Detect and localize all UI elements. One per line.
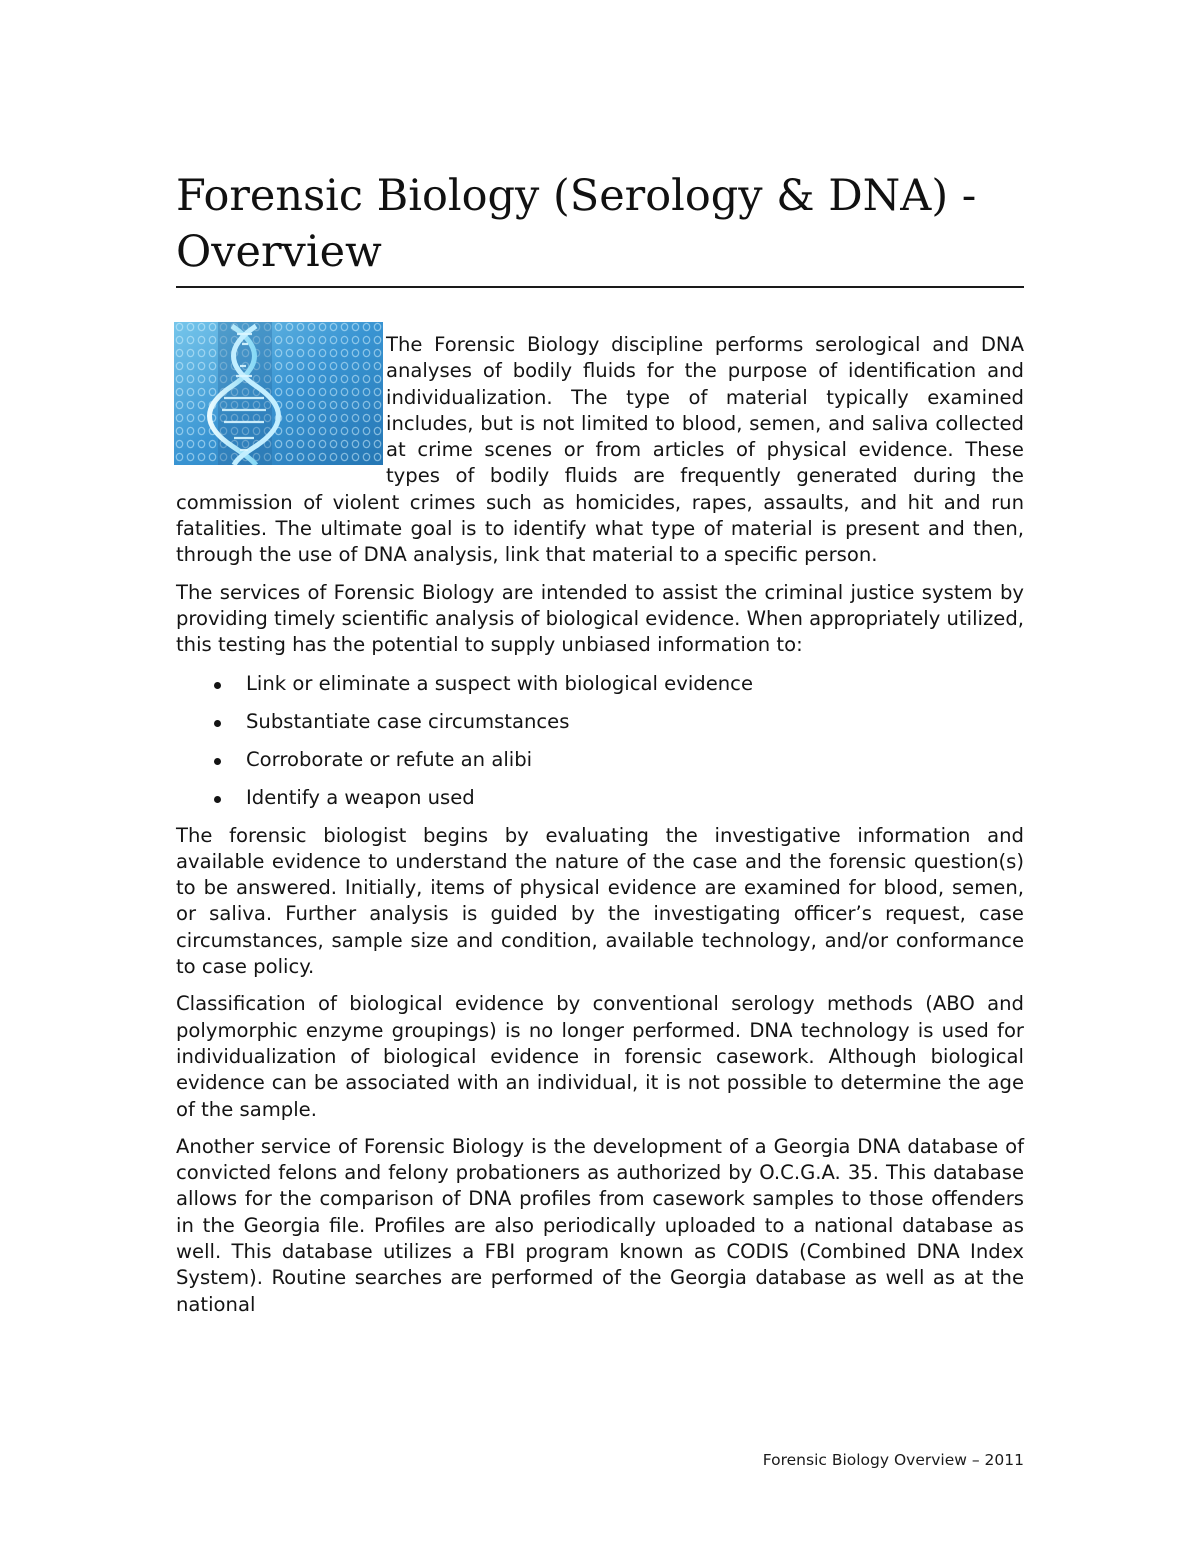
dna-helix-image <box>174 322 383 465</box>
services-paragraph: The services of Forensic Biology are intended to assist the criminal justice system by providing timely scientific analysis of biological evidence. When appropriately utilized, this testing has the potential to supply unbiased information to: <box>176 580 1024 657</box>
document-page <box>176 168 1024 1318</box>
list-item-text: Identify a weapon used <box>246 785 475 809</box>
list-item-text: Corroborate or refute an alibi <box>246 747 533 771</box>
list-item <box>176 709 1024 747</box>
document-title: Forensic Biology (Serology & DNA) - Overview <box>176 168 1024 288</box>
services-list <box>176 671 1024 823</box>
bullet-icon <box>214 682 221 689</box>
list-item <box>176 785 1024 823</box>
list-item-text: Link or eliminate a suspect with biological evidence <box>246 671 753 695</box>
intro-paragraph: The Forensic Biology discipline performs serological and DNA analyses of bodily fluids for the purpose of identification and individualization. The type of material typically examined includes, but is not limited to blood, semen, and saliva collected at crime scenes or from articles of physical evidence. These types of bodily fluids are frequently generated during the commission of violent crimes such as homicides, rapes, assaults, and hit and run fatalities. The ultimate goal is to identify what type of material is present and then, through the use of DNA analysis, link that material to a specific person. <box>176 333 1024 567</box>
list-item <box>176 747 1024 785</box>
classification-paragraph: Classification of biological evidence by conventional serology methods (ABO and polymorphic enzyme groupings) is no longer performed. DNA technology is used for individualization of biological evidence in forensic casework. Although biological evidence can be associated with an individual, it is not possible to determine the age of the sample. <box>176 992 1024 1121</box>
database-paragraph: Another service of Forensic Biology is the development of a Georgia DNA database of convicted felons and felony probationers as authorized by O.C.G.A. 35. This database allows for the comparison of DNA profiles from casework samples to those offenders in the Georgia file. Profiles are also periodically uploaded to a national database as well. This database utilizes a FBI program known as CODIS (Combined DNA Index System). Routine searches are performed of the Georgia database as well as at the national <box>176 1134 1024 1316</box>
bullet-icon <box>214 796 221 803</box>
process-paragraph: The forensic biologist begins by evaluating the investigative information and available evidence to understand the nature of the case and the forensic question(s) to be answered. Initially, items of physical evidence are examined for blood, semen, or saliva. Further analysis is guided by the investigating officer’s request, case circumstances, sample size and condition, available technology, and/or conformance to case policy. <box>176 823 1024 979</box>
list-item-text: Substantiate case circumstances <box>246 709 570 733</box>
bullet-icon <box>214 720 221 727</box>
bullet-icon <box>214 758 221 765</box>
intro-section <box>176 332 1024 569</box>
page-footer: Forensic Biology Overview – 2011 <box>762 1451 1024 1469</box>
list-item <box>176 671 1024 709</box>
